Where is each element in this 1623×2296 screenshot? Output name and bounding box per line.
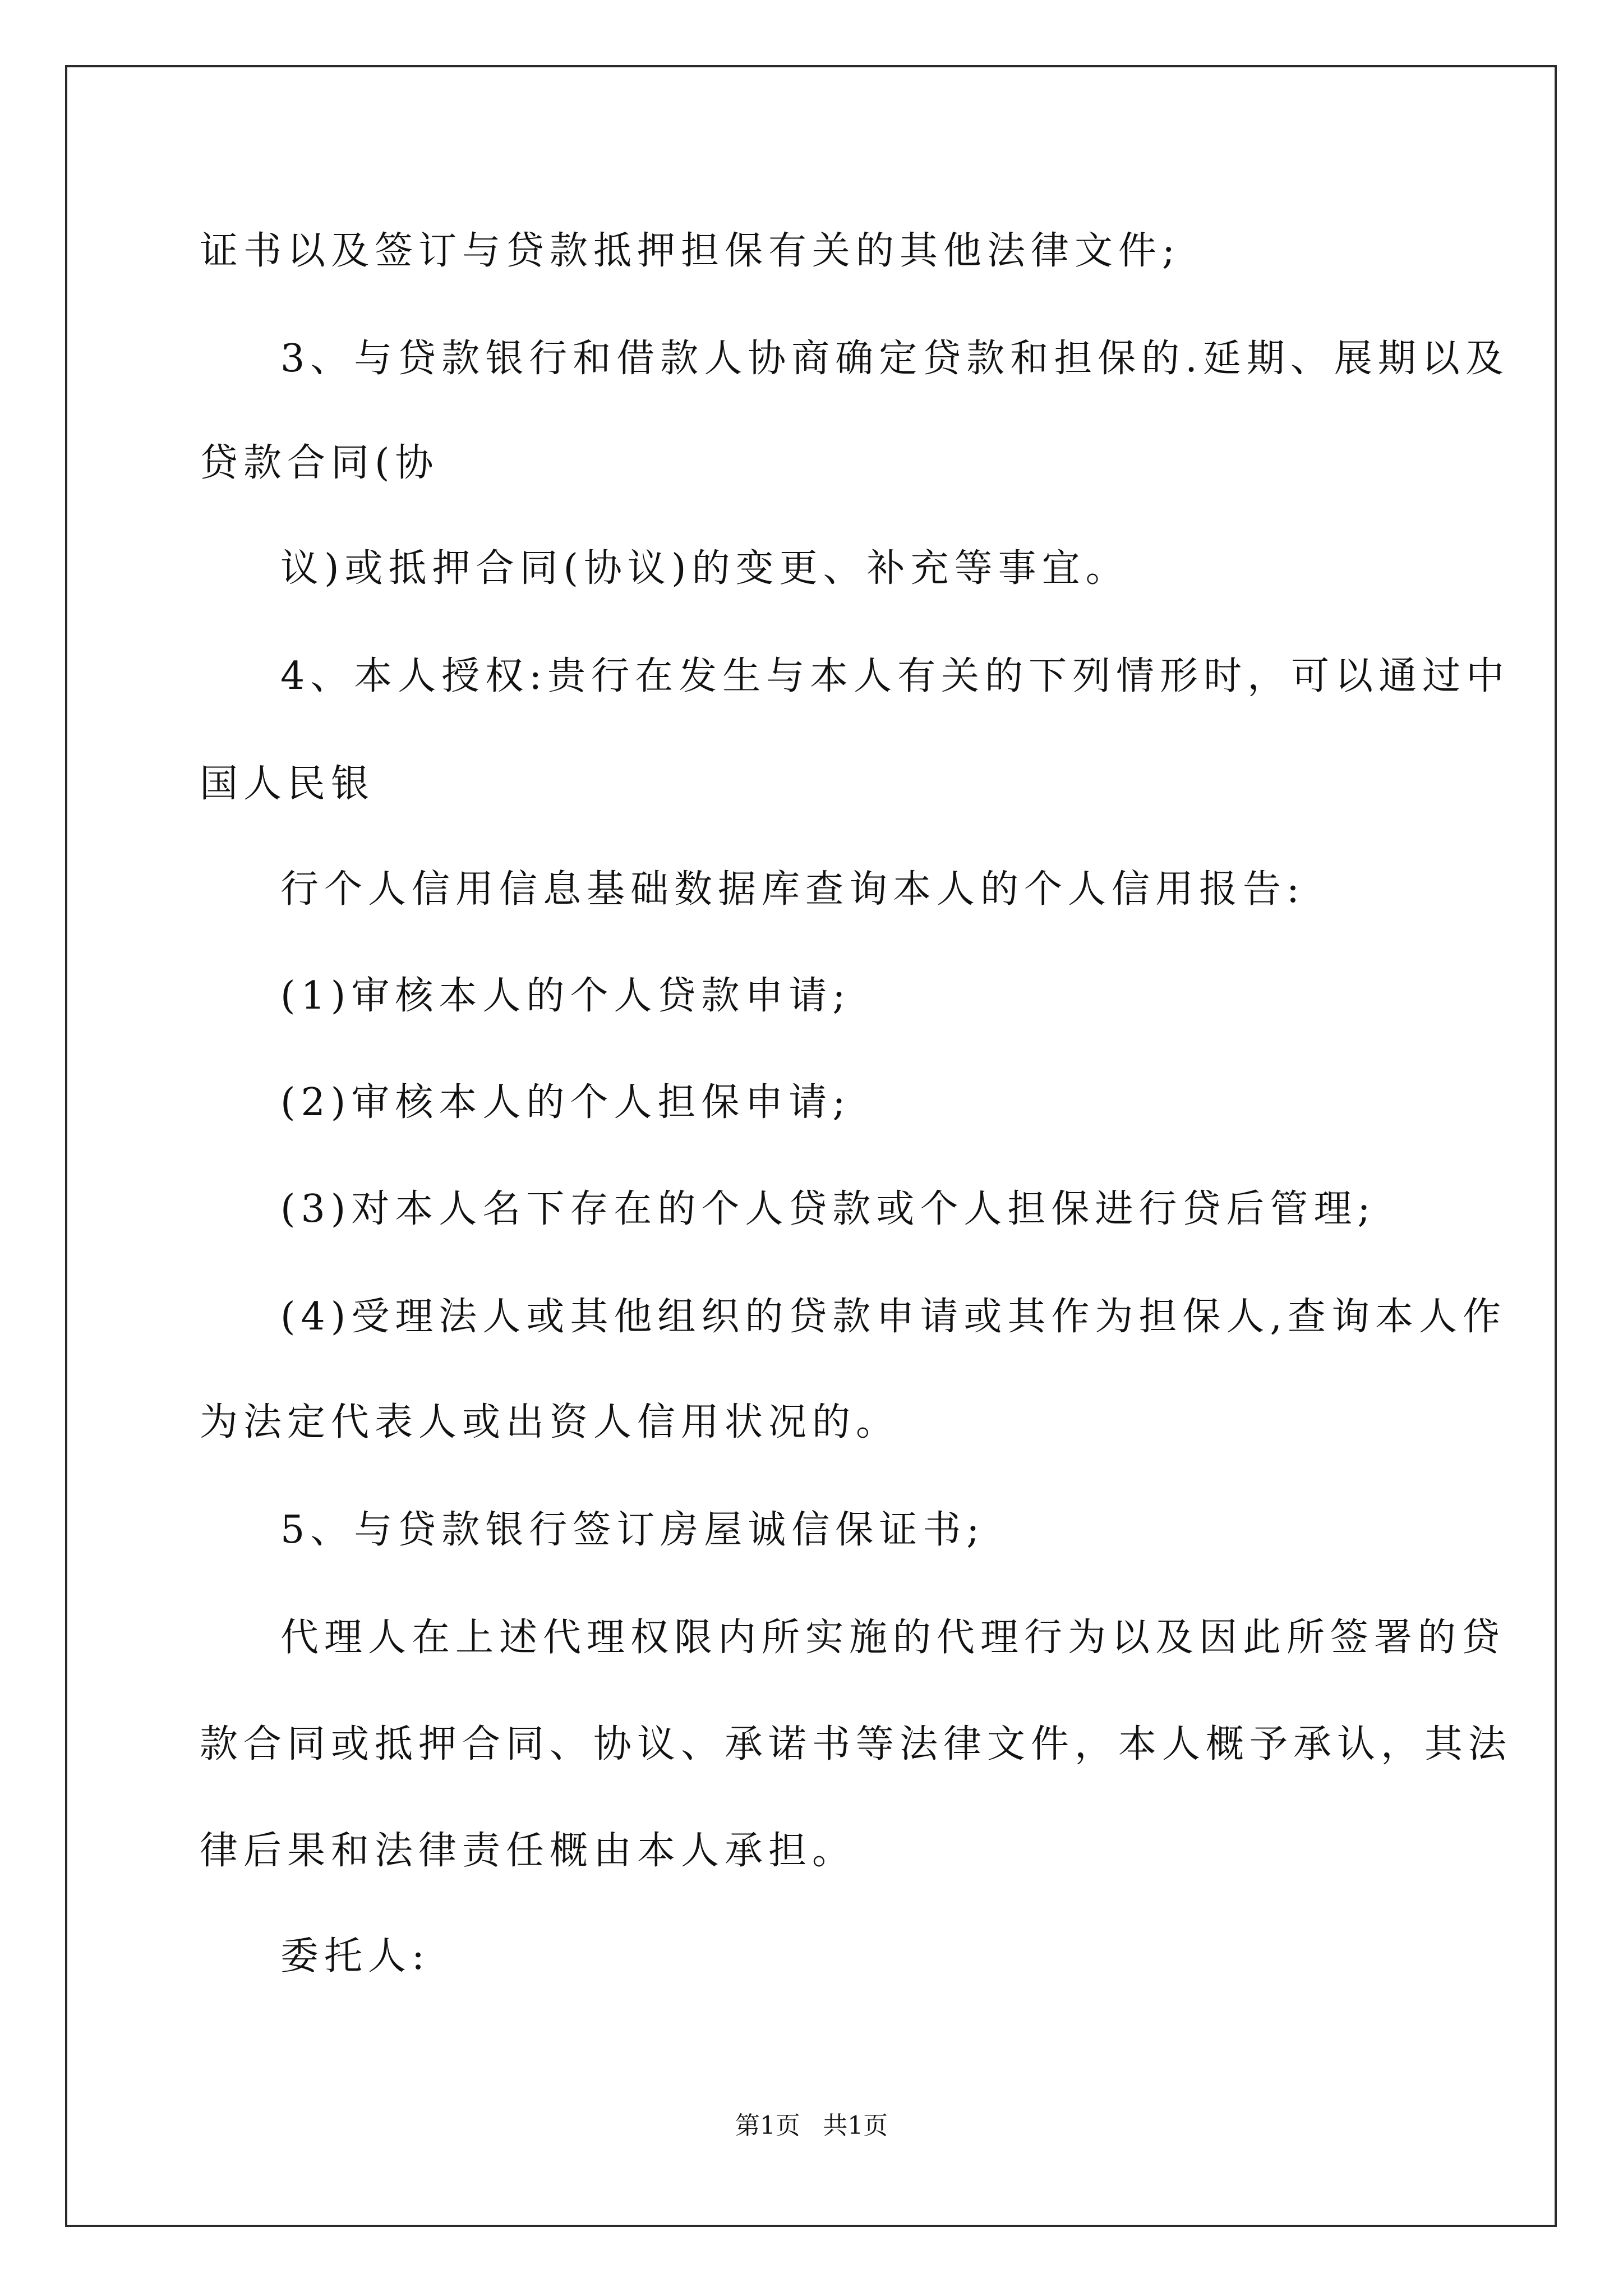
text-line-5: 4、本人授权:贵行在发生与本人有关的下列情形时，可以通过中 (280, 654, 1510, 698)
text-line-10: (3)对本人名下存在的个人贷款或个人担保进行贷后管理; (280, 1187, 1376, 1231)
page-footer: 第1页 共1页 (735, 2111, 888, 2140)
text-line-8: (1)审核本人的个人贷款申请; (280, 974, 851, 1018)
text-line-6: 国人民银 (200, 762, 375, 806)
text-line-13: 5、与贷款银行签订房屋诚信保证书; (280, 1508, 985, 1552)
text-line-4: 议)或抵押合同(协议)的变更、补充等事宜。 (280, 546, 1129, 591)
text-line-17: 委托人: (280, 1934, 430, 1978)
page-border (65, 65, 1557, 2227)
text-line-16: 律后果和法律责任概由本人承担。 (200, 1829, 856, 1873)
text-line-1: 证书以及签订与贷款抵押担保有关的其他法律文件; (200, 229, 1181, 273)
text-line-3: 贷款合同(协 (200, 441, 439, 485)
text-line-7: 行个人信用信息基础数据库查询本人的个人信用报告: (280, 867, 1305, 912)
text-line-15: 款合同或抵押合同、协议、承诺书等法律文件，本人概予承认，其法 (200, 1722, 1513, 1766)
text-line-14: 代理人在上述代理权限内所实施的代理行为以及因此所签署的贷 (280, 1616, 1506, 1660)
text-line-9: (2)审核本人的个人担保申请; (280, 1080, 851, 1125)
text-line-2: 3、与贷款银行和借款人协商确定贷款和担保的.延期、展期以及 (280, 337, 1509, 381)
text-line-11: (4)受理法人或其他组织的贷款申请或其作为担保人,查询本人作 (280, 1295, 1506, 1339)
text-line-12: 为法定代表人或出资人信用状况的。 (200, 1400, 900, 1444)
